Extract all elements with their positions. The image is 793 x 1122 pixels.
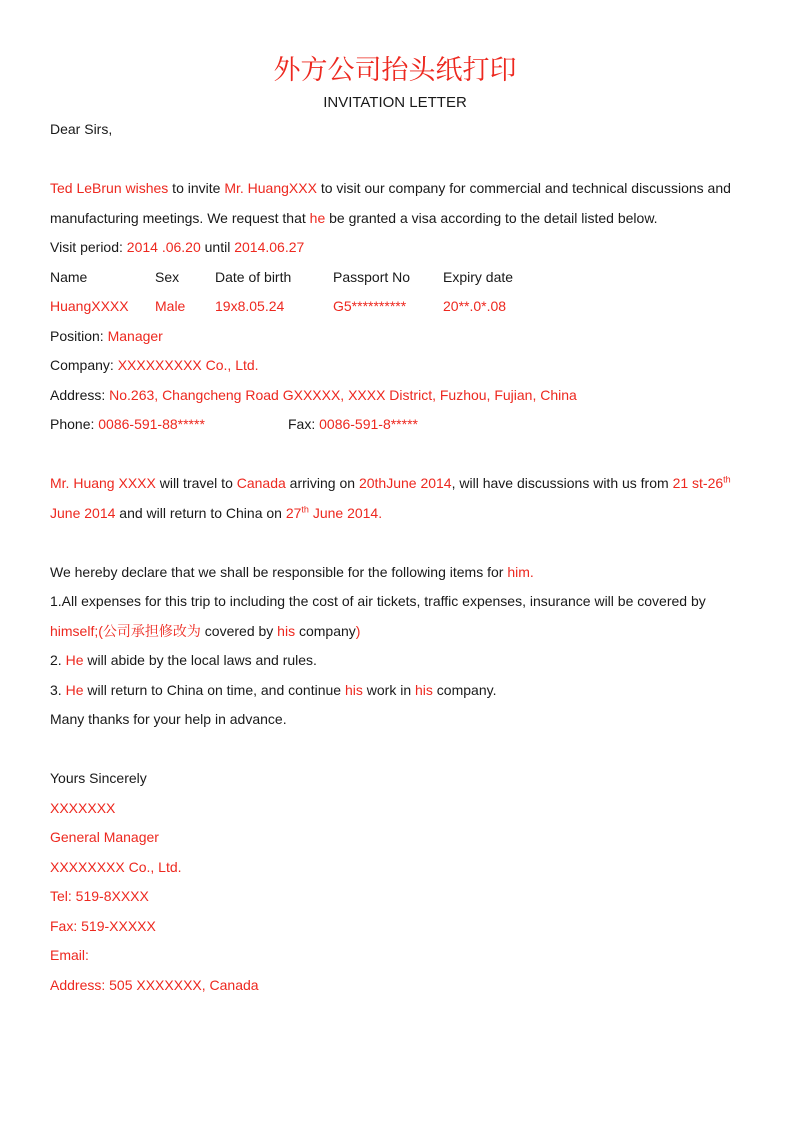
text-segment: until <box>200 239 235 255</box>
document-title-english: INVITATION LETTER <box>323 94 467 111</box>
text-segment: 21 st-26 <box>672 475 724 491</box>
table-header-cell: Sex <box>155 268 180 285</box>
text-segment: He <box>65 681 84 698</box>
text-segment: be granted a visa according to the detail listed below. <box>325 209 658 226</box>
text-segment: Phone: <box>50 416 99 432</box>
visitor-table-header-row <box>50 263 740 293</box>
text-segment: 1.All expenses for this trip to including the cost of air tickets, traffic expenses, insurance will be covered by <box>50 593 706 609</box>
text-segment: 2014.06.27 <box>234 239 305 255</box>
text-segment: will abide by the local laws and rules. <box>83 652 317 668</box>
text-segment: ) <box>355 622 361 639</box>
signature-email-line <box>50 941 740 971</box>
table-cell: 19x8.05.24 <box>215 298 285 314</box>
text-segment: Visit period: <box>50 239 127 255</box>
text-segment: Position: <box>50 327 108 344</box>
text-segment: Address: 505 XXXXXXX, Canada <box>50 976 259 993</box>
intro-paragraph <box>50 174 740 233</box>
text-segment: he <box>309 209 326 226</box>
table-header-cell: Expiry date <box>443 268 514 285</box>
text-segment: XXXXXXXXX Co., Ltd. <box>117 357 259 373</box>
blank-line <box>50 145 740 175</box>
phone-fax-line <box>50 410 740 440</box>
table-cell: Male <box>155 298 186 314</box>
declaration-line <box>50 558 740 588</box>
text-segment: June 2014. <box>308 504 383 521</box>
text-segment: Many thanks for your help in advance. <box>50 711 287 727</box>
text-segment: Fax: 519-XXXXX <box>50 917 156 934</box>
text-segment: to invite <box>168 180 225 196</box>
signature-fax-line <box>50 912 740 942</box>
text-segment: Ted LeBrun wishes <box>50 180 169 196</box>
position-line <box>50 322 740 352</box>
signature-name-line <box>50 794 740 824</box>
company-line <box>50 351 740 381</box>
blank-line <box>50 440 740 470</box>
text-segment: 2. <box>50 652 66 668</box>
text-segment: Canada <box>236 475 286 491</box>
expense-item-line <box>50 587 740 646</box>
letter-body <box>50 115 740 1000</box>
salutation-line <box>50 115 740 145</box>
text-segment: , will have discussions with us from <box>451 475 673 491</box>
visit-period-line <box>50 233 740 263</box>
text-segment: himself;(公司承担修改为 <box>50 622 201 639</box>
text-segment: th <box>301 503 309 514</box>
text-segment: 3. <box>50 681 66 698</box>
table-header-cell: Date of birth <box>215 268 292 285</box>
text-segment: work in <box>362 681 415 698</box>
thanks-line <box>50 705 740 735</box>
text-segment: 20thJune 2014 <box>358 475 452 491</box>
text-segment: his <box>415 681 433 698</box>
text-segment: arriving on <box>285 475 359 491</box>
text-segment: Address: <box>50 386 110 403</box>
fax-field <box>288 416 418 432</box>
text-segment: Email: <box>50 947 89 963</box>
text-segment: 27 <box>285 504 302 521</box>
document-title-chinese: 外方公司抬头纸打印 <box>273 55 517 85</box>
text-segment: XXXXXXXX Co., Ltd. <box>50 858 182 875</box>
signature-address-line <box>50 971 740 1001</box>
text-segment: Fax: <box>288 416 320 432</box>
table-cell: HuangXXXX <box>50 298 129 314</box>
text-segment: 0086-591-8***** <box>319 416 418 432</box>
text-segment: Tel: 519-8XXXX <box>50 888 149 904</box>
text-segment: will travel to <box>155 475 237 491</box>
table-cell: G5********** <box>333 298 407 314</box>
closing-line <box>50 764 740 794</box>
table-header-cell: Name <box>50 268 88 285</box>
blank-line <box>50 735 740 765</box>
text-segment: Yours Sincerely <box>50 770 147 786</box>
text-segment: Company: <box>50 357 118 373</box>
text-segment: will return to China on time, and continue <box>83 681 345 698</box>
return-item-line <box>50 676 740 706</box>
text-segment: company. <box>432 681 497 698</box>
visitor-table <box>50 263 740 322</box>
text-segment: Dear Sirs, <box>50 121 113 137</box>
text-segment: 2014 .06.20 <box>126 239 201 255</box>
text-segment: his <box>344 681 363 698</box>
signature-tel-line <box>50 882 740 912</box>
text-segment: Mr. Huang XXXX <box>50 475 156 491</box>
text-segment: Mr. HuangXXX <box>224 180 317 196</box>
text-segment: to visit our company for commercial and technical discussions and manufacturing meetings. We request that <box>50 180 731 226</box>
text-segment: General Manager <box>50 829 159 845</box>
travel-paragraph <box>50 469 740 528</box>
blank-line <box>50 528 740 558</box>
text-segment: covered by <box>200 622 278 639</box>
signature-company-line <box>50 853 740 883</box>
signature-title-line <box>50 823 740 853</box>
text-segment: and will return to China on <box>115 504 286 521</box>
text-segment: XXXXXXX <box>50 799 116 816</box>
address-line <box>50 381 740 411</box>
phone-field <box>50 410 288 440</box>
text-segment: company <box>295 622 356 639</box>
table-header-cell: Passport No <box>333 268 411 285</box>
text-segment: th <box>723 474 731 485</box>
text-segment: Manager <box>107 327 163 344</box>
text-segment: his <box>277 622 296 639</box>
text-segment: June 2014 <box>50 504 116 521</box>
text-segment: No.263, Changcheng Road GXXXXX, XXXX District, Fuzhou, Fujian, China <box>109 386 577 403</box>
text-segment: He <box>65 652 84 668</box>
text-segment: We hereby declare that we shall be responsible for the following items for <box>50 563 508 580</box>
laws-item-line <box>50 646 740 676</box>
text-segment: 0086-591-88***** <box>98 416 205 432</box>
text-segment: him. <box>507 563 534 580</box>
visitor-table-data-row <box>50 292 740 322</box>
table-cell: 20**.0*.08 <box>443 298 507 314</box>
